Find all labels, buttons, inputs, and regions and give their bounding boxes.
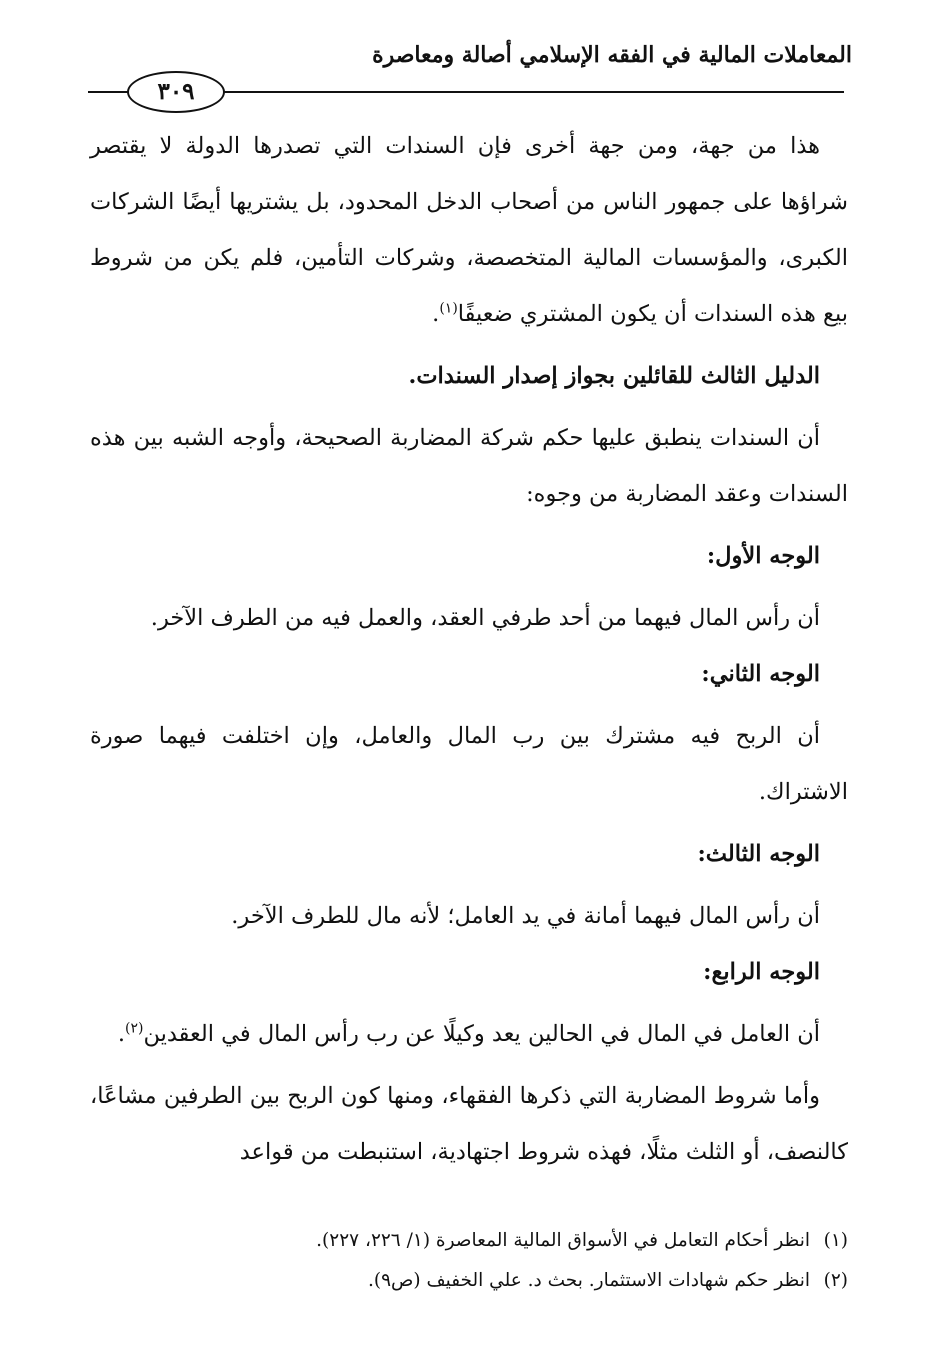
paragraph-bonds-buyers: [90, 118, 848, 342]
heading-second-aspect: الوجه الثاني:: [701, 661, 820, 687]
footnote-ref-2[interactable]: (٢): [125, 1020, 144, 1037]
paragraph-fourth-aspect: [90, 1006, 848, 1062]
paragraph-first-aspect: أن رأس المال فيهما من أحد طرفي العقد، والعمل فيه من الطرف الآخر.: [150, 605, 820, 631]
paragraph-second-aspect: أن الربح فيه مشترك بين رب المال والعامل، وإن اختلفت فيهما صورة الاشتراك.: [90, 723, 848, 805]
paragraph-mudaraba: أن السندات ينطبق عليها حكم شركة المضاربة الصحيحة، وأوجه الشبه بين هذه السندات وعقد المضاربة من وجوه:: [90, 425, 848, 507]
section-heading: الدليل الثالث للقائلين بجواز إصدار السندات.: [408, 363, 820, 389]
heading-fourth-aspect: الوجه الرابع:: [703, 959, 820, 985]
footnote-text: انظر حكم شهادات الاستثمار. بحث د. علي الخفيف (ص٩).: [367, 1270, 810, 1291]
heading-first-aspect: الوجه الأول:: [706, 543, 820, 569]
footnote-2: [90, 1261, 848, 1301]
paragraph-third-aspect: أن رأس المال فيهما أمانة في يد العامل؛ لأنه مال للطرف الآخر.: [231, 903, 820, 929]
footnote-mark: (١): [823, 1230, 848, 1251]
running-title: المعاملات المالية في الفقه الإسلامي أصالة ومعاصرة: [372, 42, 852, 68]
heading-third-aspect: الوجه الثالث:: [697, 841, 820, 867]
footnotes: [90, 1221, 848, 1301]
paragraph-text: هذا من جهة، ومن جهة أخرى فإن السندات التي تصدرها الدولة لا يقتصر شراؤها على جمهور الناس من أصحاب الدخل المحدود، بل يشتريها أيضًا الشركات الكبرى، والمؤسسات المالية المتخصصة، وشركات التأمين، فلم يكن من شروط بيع هذه السندات أن يكون المشتري ضعيفًا: [90, 133, 848, 327]
footnote-text: انظر أحكام التعامل في الأسواق المالية المعاصرة (١/ ٢٢٦، ٢٢٧).: [316, 1230, 810, 1251]
footnote-ref-1[interactable]: (١): [439, 300, 458, 317]
footnote-mark: (٢): [823, 1270, 848, 1291]
paragraph-end: .: [432, 301, 440, 327]
paragraph-end: .: [117, 1021, 125, 1047]
page-number: ٣٠٩: [127, 71, 225, 113]
paragraph-conditions: وأما شروط المضاربة التي ذكرها الفقهاء، ومنها كون الربح بين الطرفين مشاعًا، كالنصف، أو الثلث مثلًا، فهذه شروط اجتهادية، استنبطت من قواعد: [90, 1083, 848, 1165]
main-text: [90, 118, 848, 1180]
paragraph-text: أن العامل في المال في الحالين يعد وكيلًا عن رب رأس المال في العقدين: [143, 1021, 820, 1047]
footnote-1: [90, 1221, 848, 1261]
